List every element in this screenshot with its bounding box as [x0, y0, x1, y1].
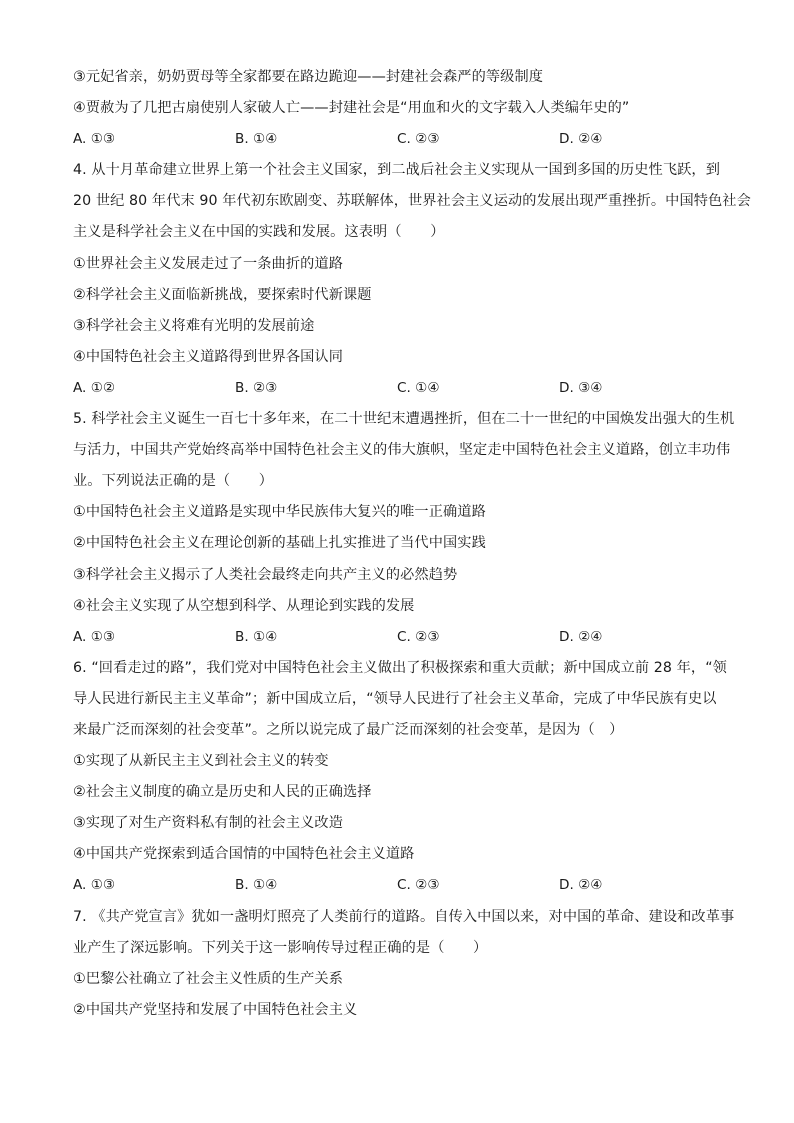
question-6	[73, 653, 733, 902]
q6-option-d: D. ②④	[559, 877, 603, 894]
q6-stem-line-3: 来最广泛而深刻的社会变革”。之所以说完成了最广泛而深刻的社会变革，是因为（ ）	[73, 721, 624, 738]
q5-item-2: ②中国特色社会主义在理论创新的基础上扎实推进了当代中国实践	[73, 535, 486, 552]
q6-options	[73, 870, 733, 901]
q3-option-c: C. ②③	[397, 131, 440, 148]
q5-stem-line-1: 5. 科学社会主义诞生一百七十多年来，在二十世纪末遭遇挫折，但在二十一世纪的中国焕发出强大的生机	[73, 411, 735, 428]
q6-item-1: ①实现了从新民主主义到社会主义的转变	[73, 753, 329, 770]
q3-options	[73, 124, 733, 155]
q6-item-2: ②社会主义制度的确立是历史和人民的正确选择	[73, 784, 372, 801]
q4-item-1: ①世界社会主义发展走过了一条曲折的道路	[73, 255, 343, 272]
q4-item-2: ②科学社会主义面临新挑战，要探索时代新课题	[73, 286, 372, 303]
q3-option-d: D. ②④	[559, 131, 603, 148]
q5-item-3: ③科学社会主义揭示了人类社会最终走向共产主义的必然趋势	[73, 566, 458, 583]
q7-item-2: ②中国共产党坚持和发展了中国特色社会主义	[73, 1001, 358, 1018]
q4-stem-line-2: 20 世纪 80 年代末 90 年代初东欧剧变、苏联解体，世界社会主义运动的发展出现严重挫折。中国特色社会	[73, 193, 751, 210]
q4-option-d: D. ③④	[559, 379, 603, 396]
q4-item-3: ③科学社会主义将难有光明的发展前途	[73, 317, 315, 334]
q6-option-c: C. ②③	[397, 877, 440, 894]
q6-stem-line-1: 6. “回看走过的路”，我们党对中国特色社会主义做出了积极探索和重大贡献；新中国成立前 28 年，“领	[73, 659, 727, 676]
q5-options	[73, 622, 733, 653]
question-3	[73, 62, 733, 155]
q4-stem-line-3: 主义是科学社会主义在中国的实践和发展。这表明（ ）	[73, 224, 445, 241]
q5-option-c: C. ②③	[397, 628, 440, 645]
q3-option-b: B. ①④	[235, 131, 278, 148]
q5-option-b: B. ①④	[235, 628, 278, 645]
q4-option-b: B. ②③	[235, 379, 278, 396]
question-5	[73, 404, 733, 653]
q6-item-4: ④中国共产党探索到适合国情的中国特色社会主义道路	[73, 846, 415, 863]
q4-item-4: ④中国特色社会主义道路得到世界各国认同	[73, 348, 343, 365]
q3-item-3: ③元妃省亲，奶奶贾母等全家都要在路边跪迎——封建社会森严的等级制度	[73, 69, 544, 85]
q7-stem-line-1: 7. 《共产党宣言》犹如一盏明灯照亮了人类前行的道路。自传入中国以来，对中国的革命、建设和改革事	[73, 908, 735, 925]
q7-stem-line-2: 业产生了深远影响。下列关于这一影响传导过程正确的是（ ）	[73, 939, 488, 956]
document-page	[73, 62, 751, 1026]
q3-item-4: ④贾赦为了几把古扇使别人家破人亡——封建社会是“用血和火的文字载入人类编年史的”	[73, 100, 630, 117]
q5-option-a: A. ①③	[73, 628, 116, 645]
q4-stem-line-1: 4. 从十月革命建立世界上第一个社会主义国家，到二战后社会主义实现从一国到多国的历史性飞跃，到	[73, 162, 720, 179]
q6-option-b: B. ①④	[235, 877, 278, 894]
q5-item-4: ④社会主义实现了从空想到科学、从理论到实践的发展	[73, 597, 415, 614]
question-4	[73, 155, 751, 404]
question-7	[73, 902, 733, 1026]
q5-stem-line-2: 与活力，中国共产党始终高举中国特色社会主义的伟大旗帜，坚定走中国特色社会主义道路，创立丰功伟	[73, 442, 731, 459]
q7-item-1: ①巴黎公社确立了社会主义性质的生产关系	[73, 970, 343, 987]
q4-options	[73, 373, 733, 404]
q6-stem-line-2: 导人民进行新民主主义革命”；新中国成立后，“领导人民进行了社会主义革命，完成了中华民族有史以	[73, 690, 717, 707]
q5-item-1: ①中国特色社会主义道路是实现中华民族伟大复兴的唯一正确道路	[73, 504, 486, 521]
q6-item-3: ③实现了对生产资料私有制的社会主义改造	[73, 815, 343, 832]
q4-option-c: C. ①④	[397, 379, 440, 396]
q3-option-a: A. ①③	[73, 131, 116, 148]
q5-option-d: D. ②④	[559, 628, 603, 645]
q4-option-a: A. ①②	[73, 379, 116, 396]
q5-stem-line-3: 业。下列说法正确的是（ ）	[73, 473, 274, 490]
q6-option-a: A. ①③	[73, 877, 116, 894]
